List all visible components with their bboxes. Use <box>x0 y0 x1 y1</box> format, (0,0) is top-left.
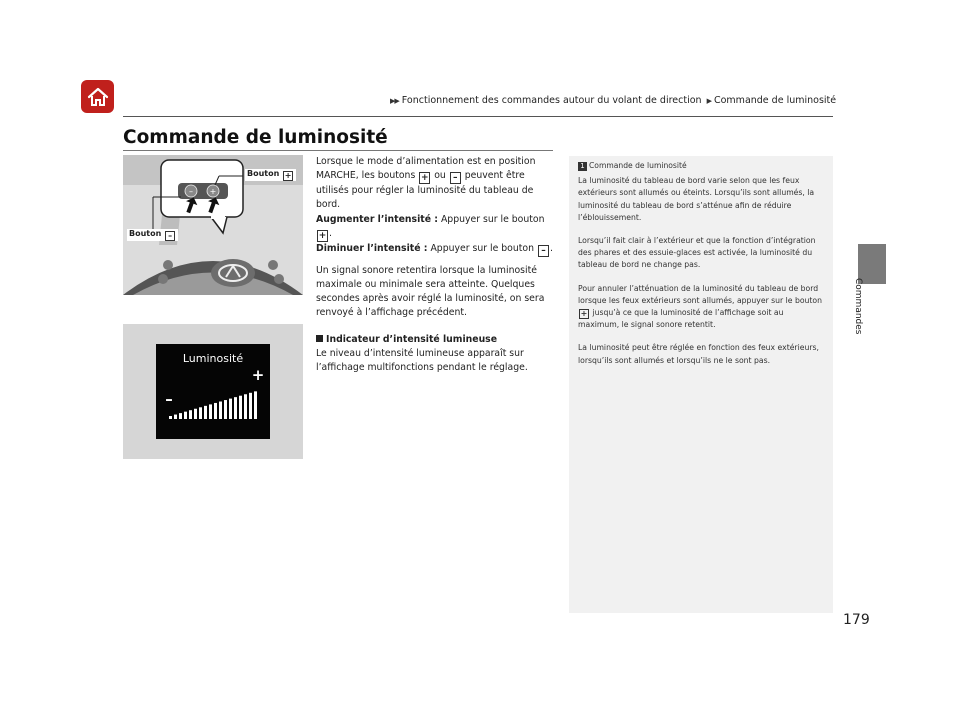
increase-label: Augmenter l’intensité : <box>316 213 438 225</box>
brightness-bar <box>194 409 197 419</box>
plus-key-icon: + <box>284 171 292 180</box>
plus-key-icon: + <box>318 230 327 241</box>
note-ref-number: 1 <box>578 162 587 171</box>
svg-text:–: – <box>189 187 193 196</box>
brightness-bar <box>184 412 187 419</box>
minus-key-icon: – <box>538 245 549 257</box>
brightness-bar <box>234 397 237 419</box>
home-button[interactable] <box>81 80 114 113</box>
svg-text:+: + <box>209 187 217 196</box>
steering-wheel-figure <box>123 155 303 295</box>
square-bullet-icon <box>316 335 323 342</box>
callout-button-plus: Bouton + <box>245 169 296 181</box>
plus-key-icon: + <box>580 309 588 319</box>
note-paragraph: Lorsqu’il fait clair à l’extérieur et que la fonction d’intégration des phares et des essuie-glaces est activée, la luminosité du tableau de bord ne change pas. <box>578 236 816 270</box>
note-paragraph: La luminosité du tableau de bord varie selon que les feux extérieurs sont allumés ou éteints. Lorsqu’ils sont allumés, la luminosité du tableau de bord s’atténue afin de réduire l’éblouissement. <box>578 176 815 222</box>
brightness-bar <box>219 402 222 420</box>
breadcrumb-item[interactable]: Fonctionnement des commandes autour du volant de direction <box>401 95 702 106</box>
callout-button-minus: Bouton – <box>127 229 178 241</box>
brightness-bar <box>214 403 217 419</box>
home-icon <box>86 86 110 108</box>
note-paragraph: La luminosité peut être réglée en fonction des feux extérieurs, lorsqu’ils sont allumés et lorsqu’ils ne le sont pas. <box>578 343 819 365</box>
breadcrumb-arrow-icon: ▶▶ <box>390 97 399 105</box>
minus-key-icon: – <box>450 172 461 184</box>
minus-sign: – <box>165 390 173 408</box>
brightness-display-figure <box>123 324 303 459</box>
breadcrumb-arrow-icon: ▶ <box>706 97 711 105</box>
note-paragraph: Pour annuler l’atténuation de la luminosité du tableau de bord lorsque les feux extérieurs sont allumés, appuyer sur le bouton + jusqu’à ce que la luminosité de l’affichage soit au maximum, le signal sonore retentit. <box>578 283 823 330</box>
display-title: Luminosité <box>182 352 244 365</box>
brightness-bar <box>169 416 172 419</box>
plus-key-icon: + <box>420 173 429 184</box>
minus-key-icon: – <box>165 231 175 241</box>
section-heading: Indicateur d’intensité lumineuse <box>316 333 556 347</box>
intro-paragraph: Lorsque le mode d’alimentation est en position MARCHE, les boutons + ou – peuvent être utilisés pour régler la luminosité du tableau de bord. Augmenter l’intensité : Appuyer sur le bouton + . Diminuer l’intensité : Appuyer sur le bouton – . <box>316 156 553 256</box>
main-text <box>316 155 556 375</box>
breadcrumb-item-current: Commande de luminosité <box>713 95 837 106</box>
signal-paragraph: Un signal sonore retentira lorsque la luminosité maximale ou minimale sera atteinte. Quelques secondes après avoir réglé la luminosité, on sera renvoyé à l’affichage précédent. <box>316 264 545 319</box>
brightness-bar <box>254 391 257 419</box>
page-number: 179 <box>843 612 870 628</box>
brightness-bar <box>179 413 182 419</box>
decrease-label: Diminuer l’intensité : <box>316 242 428 254</box>
page-title: Commande de luminosité <box>123 127 388 148</box>
brightness-bar <box>224 400 227 419</box>
brightness-bar <box>189 410 192 419</box>
brightness-bar <box>229 399 232 419</box>
brightness-bar <box>249 393 252 419</box>
brightness-bar <box>209 404 212 419</box>
brightness-bar <box>204 406 207 419</box>
title-rule <box>123 150 553 151</box>
brightness-bar <box>199 407 202 419</box>
plus-sign: + <box>251 366 265 384</box>
breadcrumb <box>390 95 836 106</box>
note-heading: 1 Commande de luminosité <box>578 160 824 172</box>
section-paragraph: Le niveau d’intensité lumineuse apparaît sur l’affichage multifonctions pendant le réglage. <box>316 347 528 374</box>
note-sidebar <box>569 156 833 613</box>
header-rule <box>123 116 833 117</box>
brightness-bar <box>244 394 247 419</box>
brightness-bar <box>239 396 242 419</box>
brightness-bar <box>174 415 177 419</box>
chapter-label: Commandes <box>853 277 863 335</box>
